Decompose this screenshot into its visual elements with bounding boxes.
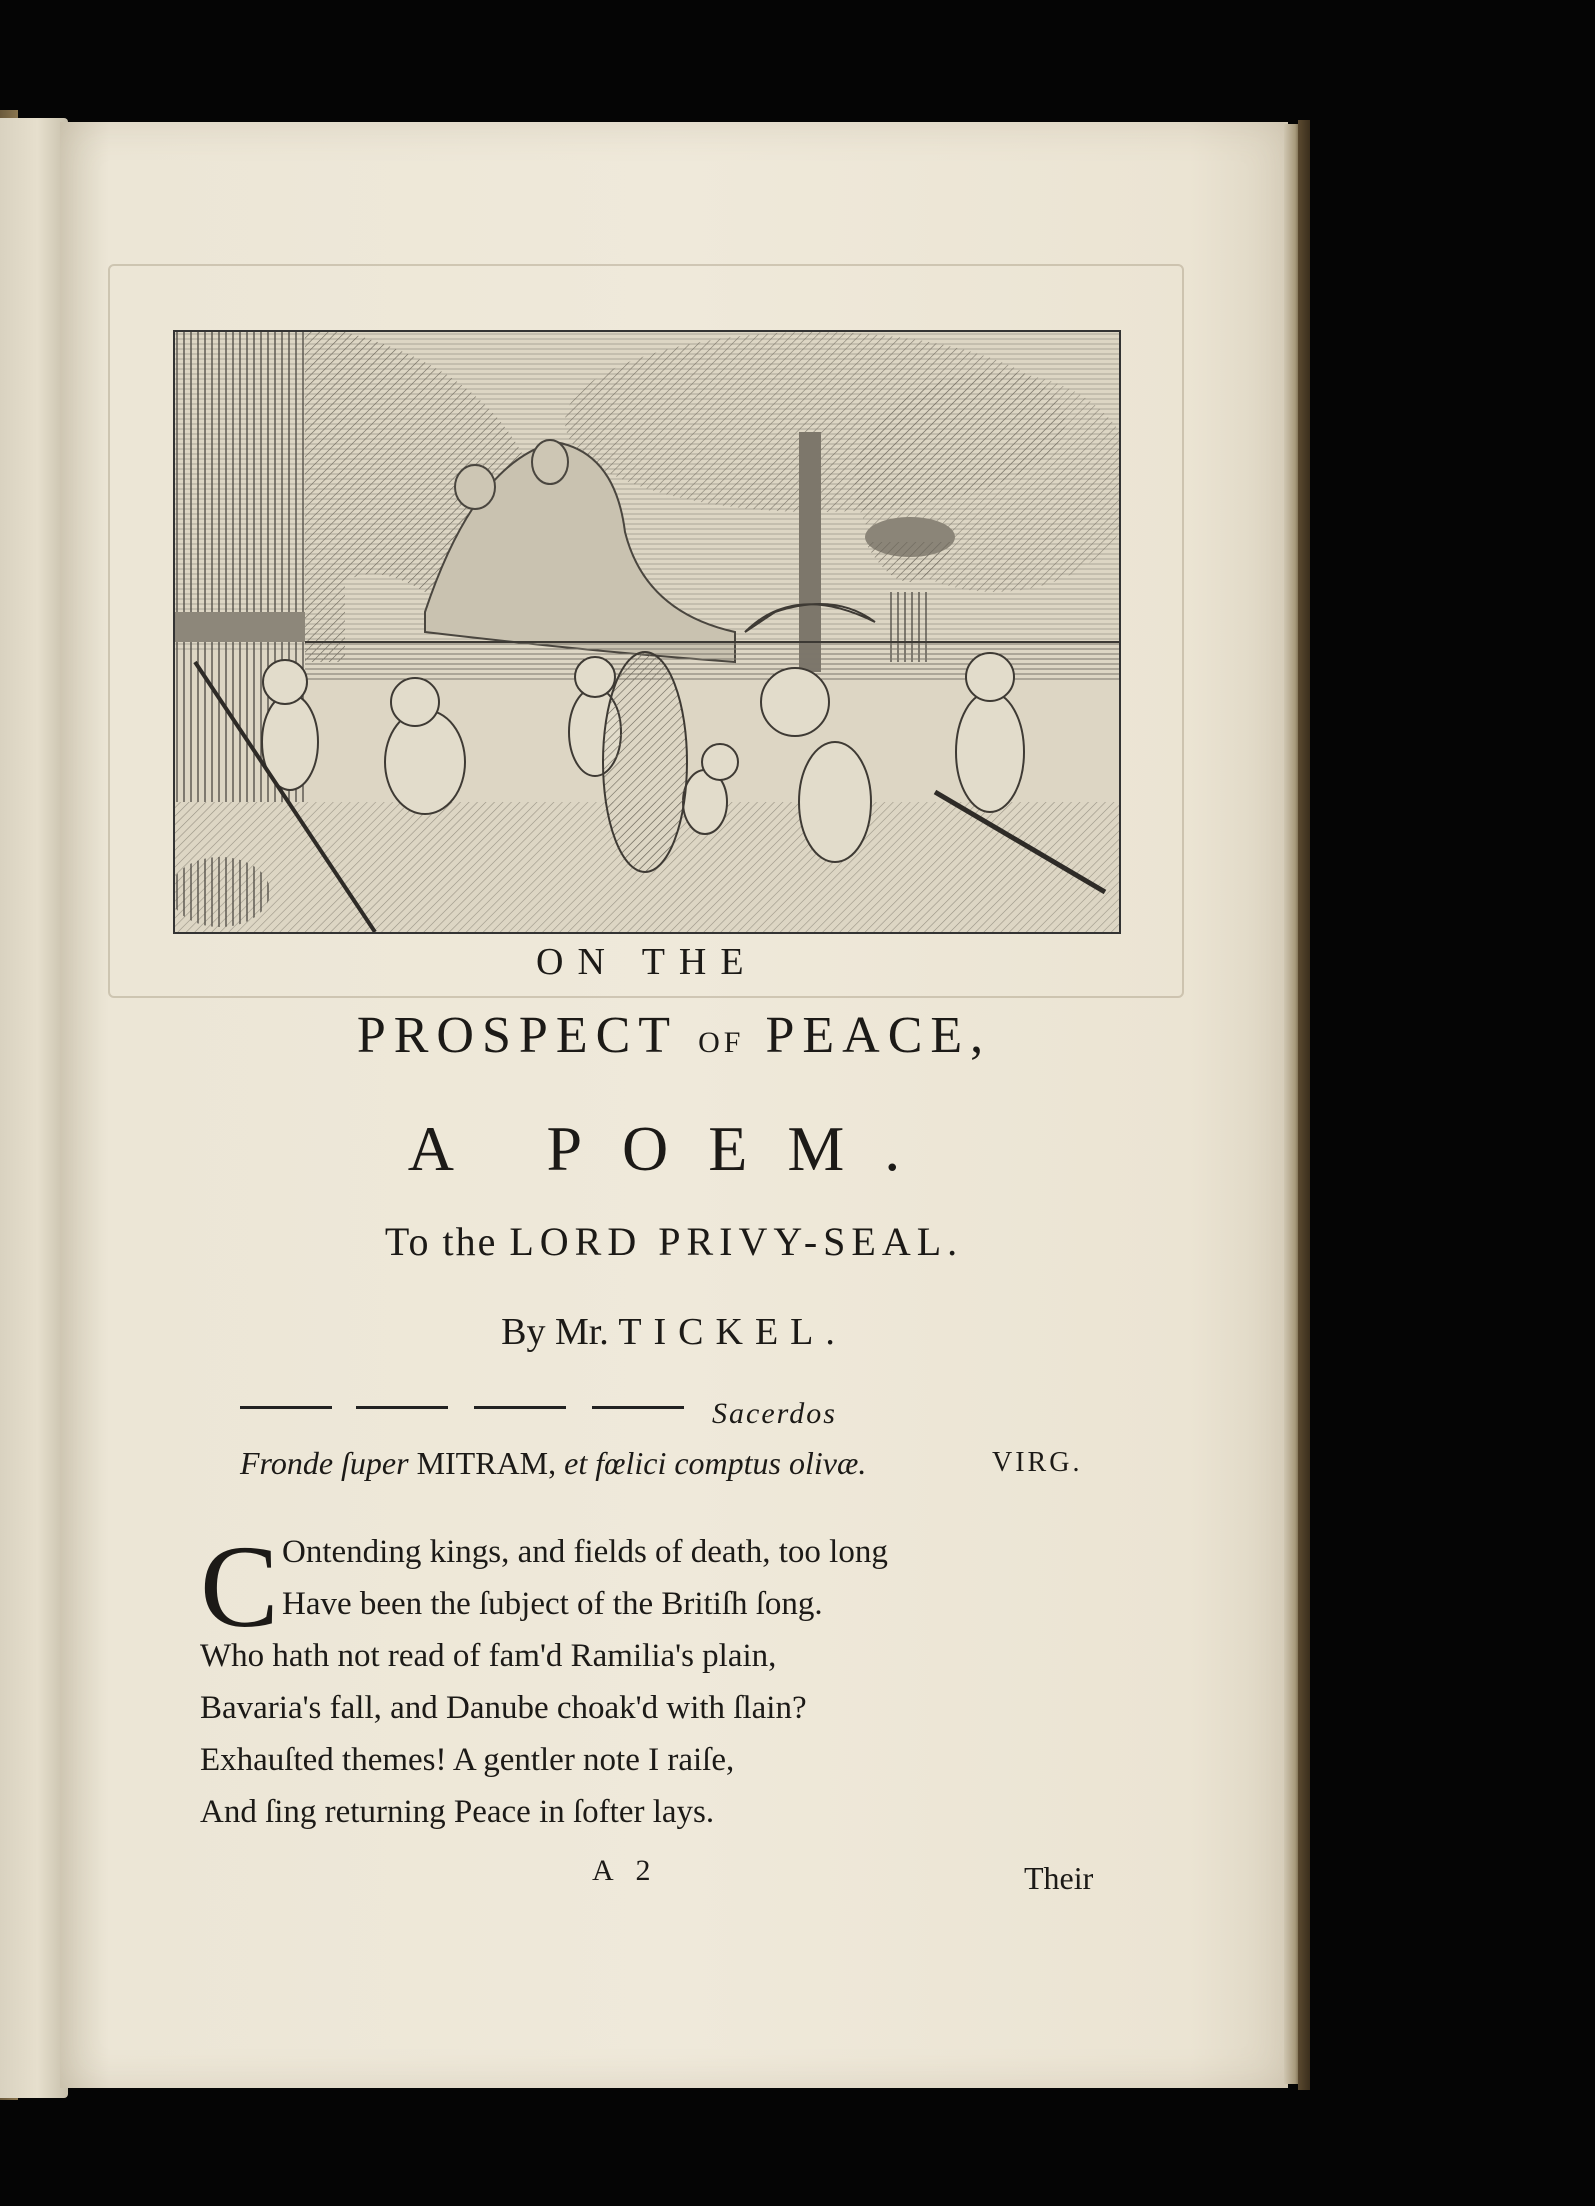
dash-rule [474, 1406, 566, 1409]
verse-line: Exhauſted themes! A gentler note I raiſe, [200, 1742, 735, 1778]
catchword: Their [1024, 1860, 1094, 1896]
epigraph-dashes [240, 1400, 700, 1410]
left-page-edge [0, 118, 68, 2098]
engraved-vignette [173, 330, 1121, 934]
dash-rule [592, 1406, 684, 1409]
epigraph-mitram: MITRAM, [416, 1445, 557, 1481]
dedication-lord: LORD PRIVY-SEAL. [509, 1219, 964, 1264]
author-byline [60, 1310, 1288, 1354]
title-of: OF [698, 1026, 745, 1059]
verse-line: Bavaria's fall, and Danube choak'd with ſlain? [200, 1690, 807, 1726]
title-peace: PEACE, [765, 1007, 992, 1064]
verse-line: And ſing returning Peace in ſofter lays. [200, 1794, 715, 1830]
epigraph-rest: et fœlici comptus olivæ. [564, 1445, 867, 1481]
dash-rule [240, 1406, 332, 1409]
byline-by: By Mr. [501, 1311, 609, 1353]
dedication-to-the: To the [384, 1219, 498, 1264]
title-a-poem: A POEM. [407, 1113, 941, 1184]
epigraph-fronde: Fronde ſuper [240, 1445, 409, 1481]
verse-line: Who hath not read of fam'd Ramilia's plain, [200, 1638, 777, 1674]
title-line [60, 1006, 1288, 1065]
drop-cap: C [200, 1521, 279, 1652]
epigraph-sacerdos: Sacerdos [712, 1397, 837, 1430]
verse-line: Ontending kings, and fields of death, too long [282, 1534, 888, 1570]
verse-line: Have been the ſubject of the Britiſh ſong. [282, 1586, 823, 1622]
right-cover-edge [1298, 120, 1310, 2090]
epigraph-source: VIRG. [992, 1447, 1083, 1478]
byline-author: TICKEL. [618, 1311, 847, 1353]
signature-mark: A 2 [592, 1854, 659, 1887]
title-on-the: ON THE [536, 941, 758, 983]
vignette-illustration [175, 332, 1119, 932]
title-prospect: PROSPECT [356, 1007, 678, 1064]
dedication-line [60, 1218, 1288, 1265]
dash-rule [356, 1406, 448, 1409]
epigraph-line [240, 1445, 1083, 1482]
